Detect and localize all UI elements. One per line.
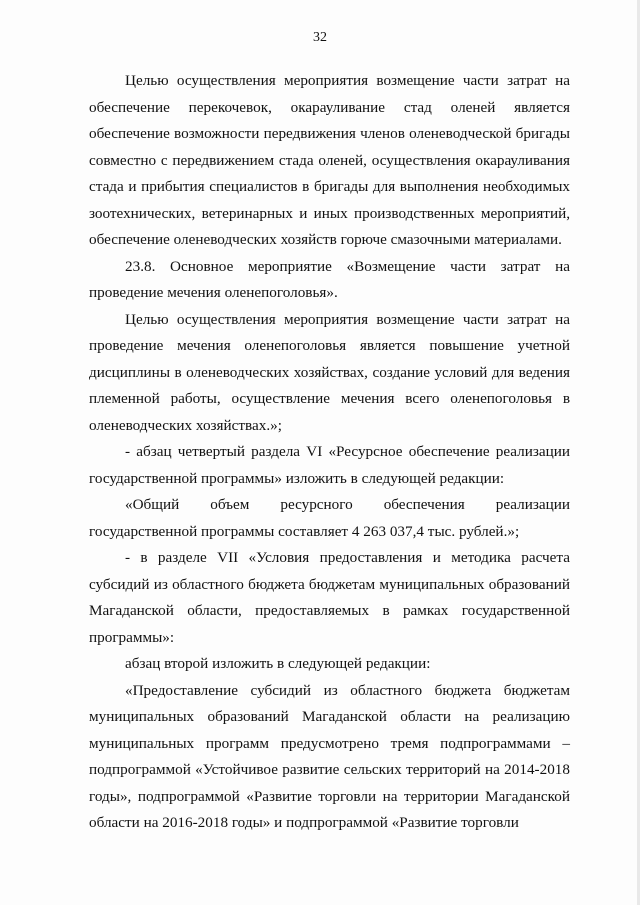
- page-number: 32: [313, 30, 327, 45]
- paragraph-second-abzac-instruction: абзац второй изложить в следующей редакции:: [125, 655, 431, 672]
- paragraph-section-vii-amendment: - в разделе VII «Условия предоставления и методика расчета субсидий из областного бюджета бюджетам муниципальных образований Магаданской области, предоставляемых в рамках государственной программы»:: [89, 549, 570, 646]
- paragraph-subsidies-provision: «Предоставление субсидий из областного бюджета бюджетам муниципальных образований Магаданской области на реализацию муниципальных программ предусмотрено тремя подпрограммами – подпрограммой «Устойчивое развитие сельских территорий на 2014-2018 годы», подпрограммой «Развитие торговли на территории Магаданской области на 2016-2018 годы» и подпрограммой «Развитие торговли: [89, 681, 570, 831]
- paragraph-section-vi-amendment: - абзац четвертый раздела VI «Ресурсное обеспечение реализации государственной программы» изложить в следующей редакции:: [89, 443, 570, 487]
- paragraph-goal-migrations: Целью осуществления мероприятия возмещение части затрат на обеспечение перекочевок, окарауливание стад оленей является обеспечение возможности передвижения членов оленеводческой бригады совместно с передвижением стада оленей, осуществления окарауливания стада и прибытия специалистов в бригады для выполнения необходимых зоотехнических, ветеринарных и иных производственных мероприятий, обеспечение оленеводческих хозяйств горюче смазочными материалами.: [89, 72, 570, 248]
- paragraph-goal-marking: Целью осуществления мероприятия возмещение части затрат на проведение мечения оленепоголовья является повышение учетной дисциплины в оленеводческих хозяйствах, создание условий для ведения племенной работы, осуществление мечения всего оленепоголовья в оленеводческих хозяйствах.»;: [89, 310, 570, 434]
- paragraph-total-resource-volume: «Общий объем ресурсного обеспечения реализации государственной программы составляет 4 263 037,4 тыс. рублей.»;: [89, 496, 570, 540]
- paragraph-measure-23-8-heading: 23.8. Основное мероприятие «Возмещение части затрат на проведение мечения оленепоголовья».: [89, 257, 570, 301]
- document-body: [89, 68, 570, 837]
